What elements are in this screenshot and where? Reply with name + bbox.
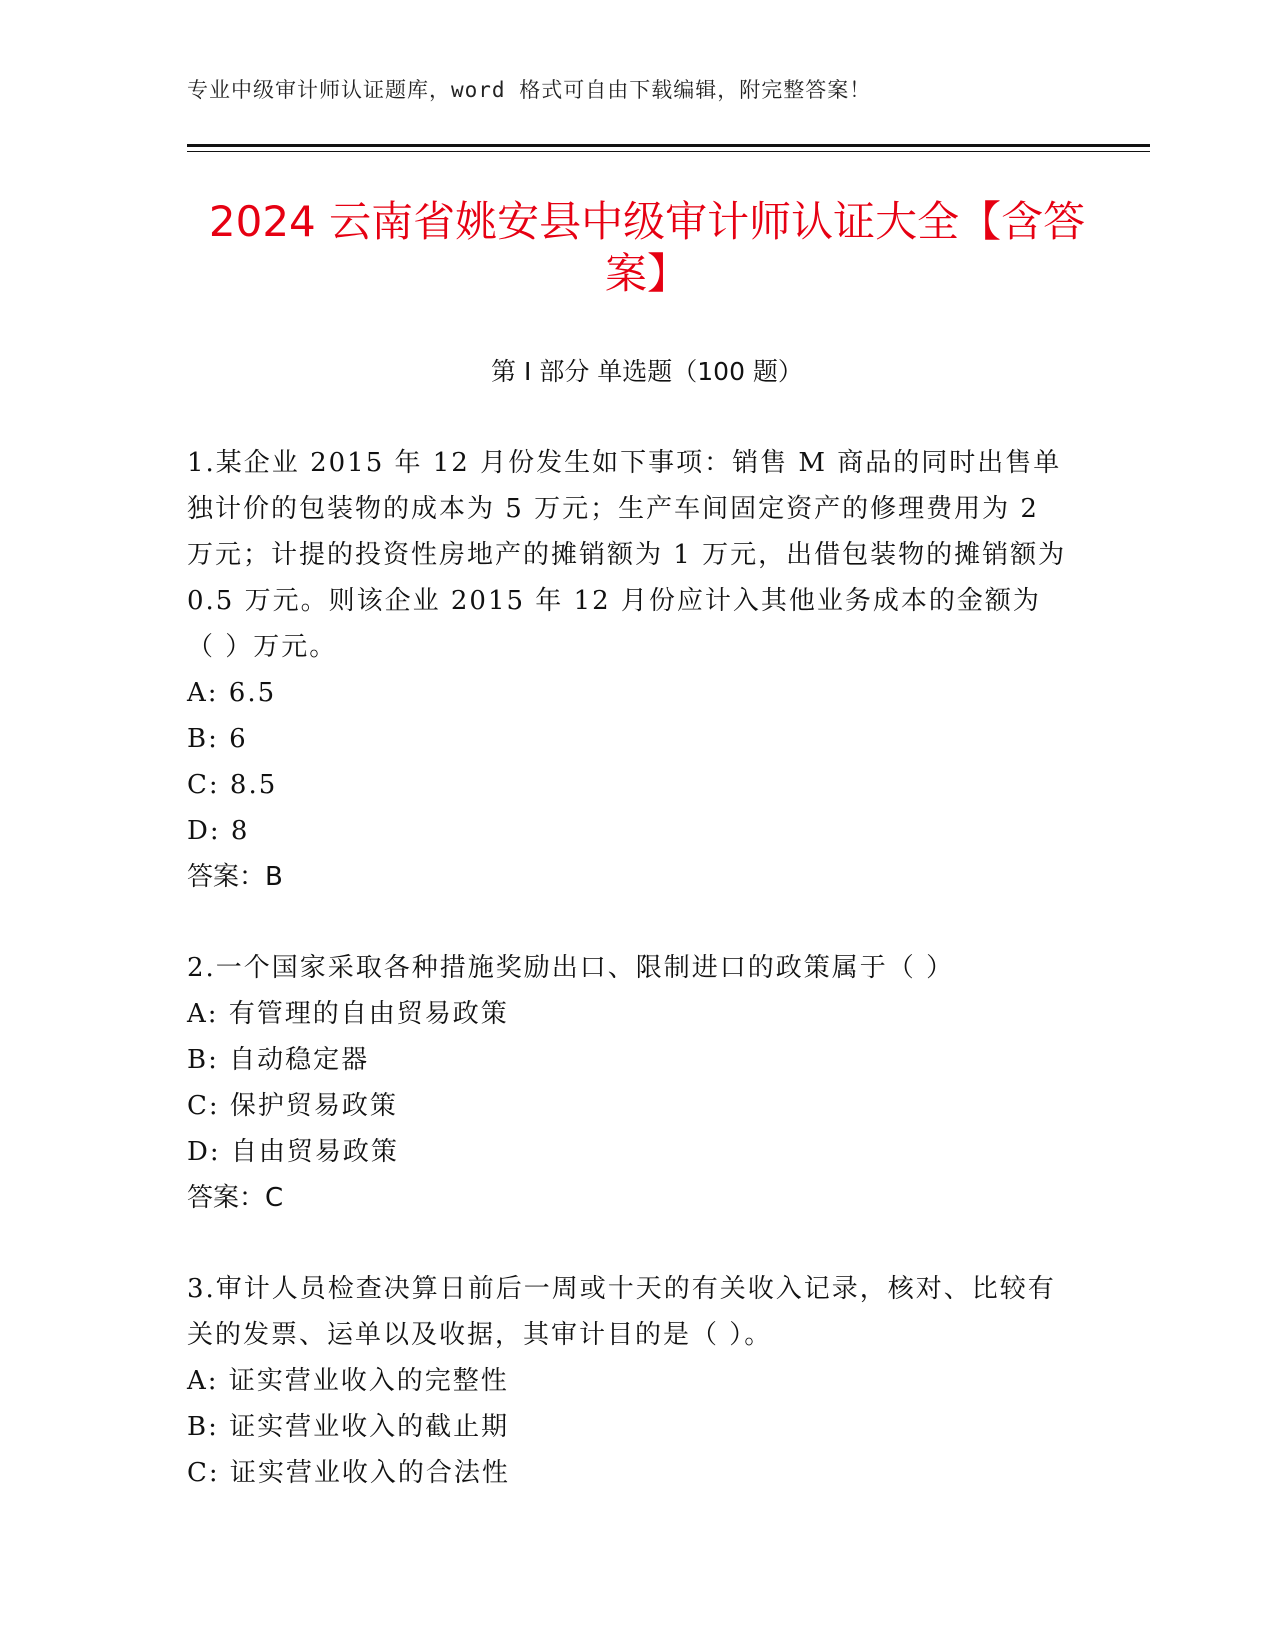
answer: 答案：B (187, 862, 283, 892)
question-1 (187, 440, 1067, 900)
answer: 答案：C (187, 1183, 284, 1213)
option-a: A: 有管理的自由贸易政策 (187, 999, 509, 1029)
page-header: 专业中级审计师认证题库，word 格式可自由下载编辑，附完整答案！ (187, 78, 872, 102)
option-b: B: 自动稳定器 (187, 1045, 370, 1075)
question-stem: 2.一个国家采取各种措施奖励出口、限制进口的政策属于（ ） (187, 953, 955, 983)
option-b: B: 6 (187, 724, 248, 754)
option-d: D: 8 (187, 816, 250, 846)
option-c: C: 8.5 (187, 770, 278, 800)
question-stem: 3.审计人员检查决算日前后一周或十天的有关收入记录，核对、比较有关的发票、运单以及收据，其审计目的是（ ）。 (187, 1274, 1056, 1350)
question-3 (187, 1266, 1067, 1496)
question-stem: 1.某企业 2015 年 12 月份发生如下事项：销售 M 商品的同时出售单独计价的包装物的成本为 5 万元；生产车间固定资产的修理费用为 2 万元；计提的投资性房地产的摊销额为 1 万元，出借包装物的摊销额为 0.5 万元。则该企业 2015 年 12 月份应计入其他业务成本的金额为（ ）万元。 (187, 448, 1067, 662)
header-rule-thick (187, 144, 1150, 147)
option-a: A: 证实营业收入的完整性 (187, 1366, 509, 1396)
question-list (187, 440, 1067, 1541)
header-rule-thin (187, 151, 1150, 152)
option-a: A: 6.5 (187, 678, 277, 708)
option-b: B: 证实营业收入的截止期 (187, 1412, 510, 1442)
section-title: 第 I 部分 单选题（100 题） (491, 357, 803, 386)
question-2 (187, 945, 1067, 1221)
option-c: C: 保护贸易政策 (187, 1091, 398, 1121)
document-title: 2024 云南省姚安县中级审计师认证大全【含答案】 (208, 197, 1086, 298)
option-c: C: 证实营业收入的合法性 (187, 1458, 510, 1488)
option-d: D: 自由贸易政策 (187, 1137, 399, 1167)
